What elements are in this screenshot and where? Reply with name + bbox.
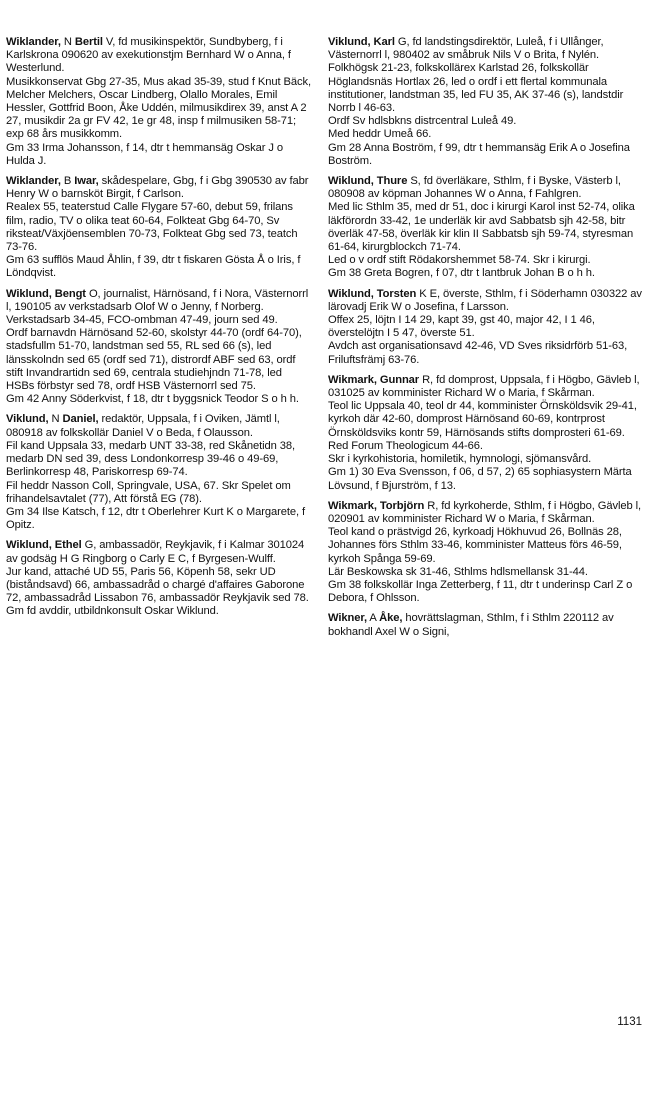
biography-entry (328, 500, 650, 606)
entry-paragraph: Led o v ordf stift Rödakorshemmet 58-74. Skr i kirurgi. (328, 254, 591, 267)
biography-entry (328, 288, 650, 367)
entry-paragraph: Ordf barnavdn Härnösand 52-60, skolstyr 44-70 (ordf 64-70), stadsfullm 51-70, landstman sed 55, RL sed 66 (s), led länsskolndn sed 65 (ordf sed 71), distrordf ABF sed 63, ordf stift Invandrartidn sed 69, centrala studiehjndn 71-78, led HSBs förbstyr sed 78, ordf HSB Västernorrl sed 75. (6, 327, 302, 393)
entry-paragraph: Fil heddr Nasson Coll, Springvale, USA, 67. Skr Spelet om frihandelsavtalet (77), Att förstå EG (78). (6, 479, 291, 505)
entry-heading (6, 288, 312, 314)
entry-given-name: Åke, (379, 612, 403, 625)
entry-given-name: Thure (376, 175, 408, 188)
entry-paragraph: Med heddr Umeå 66. (328, 128, 432, 141)
entry-summary: hovrättslagman, Sthlm, f i Sthlm 220112 av bokhandl Axel W o Signi, (328, 612, 614, 638)
entry-paragraph: Gm 63 sufflös Maud Åhlin, f 39, dtr t fiskaren Gösta Å o Iris, f Löndqvist. (6, 254, 301, 280)
entry-paragraph: Teol lic Uppsala 40, teol dr 44, komminister Örnsköldsvik 29-41, kyrkoh där 42-60, domprost Härnösand 60-69, kontrprost Örnsköldsviks kontr 59, Härnösands stifts domprosteri 61-69. (328, 400, 637, 439)
entry-summary: O, journalist, Härnösand, f i Nora, Västernorrl l, 190105 av verkstadsarb Olof W o Jenny, f Norberg. (6, 287, 309, 313)
entry-heading (6, 36, 312, 76)
entry-heading (6, 175, 312, 201)
entry-heading (328, 36, 650, 62)
entry-surname: Wikmark, (328, 499, 377, 512)
biography-entry (328, 612, 650, 638)
entry-summary: G, fd landstingsdirektör, Luleå, f i Ullånger, Västernorrl l, 980402 av småbruk Nils V o Brita, f Nylén. (328, 36, 604, 62)
entry-initials: B (60, 175, 75, 188)
entry-paragraph: Avdch ast organisationsavd 42-46, VD Sves riksidrförb 51-63, Friluftsfrämj 63-76. (328, 340, 628, 366)
entry-given-name: Iwar, (74, 175, 99, 188)
biography-entry (6, 539, 312, 618)
entry-summary: V, fd musikinspektör, Sundbyberg, f i Karlskrona 090620 av exekutionstjm Bernhard W o Anna, f Westerlund. (6, 36, 291, 75)
entry-given-name: Torbjörn (379, 499, 425, 512)
entry-paragraph: Skr i kyrkohistoria, homiletik, hymnologi, sjömansvård. (328, 453, 592, 466)
biography-entry (6, 175, 312, 281)
entry-paragraph: Lär Beskowska sk 31-46, Sthlms hdlsmellansk 31-44. (328, 565, 588, 578)
entry-surname: Wikner, (328, 612, 367, 625)
entry-surname: Wiklund, (6, 287, 52, 300)
entry-surname: Wiklund, (6, 539, 52, 552)
entry-paragraph: Gm 42 Anny Söderkvist, f 18, dtr t byggsnick Teodor S o h h. (6, 393, 299, 406)
entry-paragraph: Red Forum Theologicum 44-66. (328, 439, 483, 452)
entry-summary: R, fd domprost, Uppsala, f i Högbo, Gävleb l, 031025 av komminister Richard W o Maria, f Skårman. (328, 373, 640, 400)
entry-summary: skådespelare, Gbg, f i Gbg 390530 av fabr Henry W o barnsköt Birgit, f Carlson. (6, 175, 309, 201)
entry-paragraph: Gm 38 Greta Bogren, f 07, dtr t lantbruk Johan B o h h. (328, 267, 595, 280)
entry-paragraph: Gm 34 Ilse Katsch, f 12, dtr t Oberlehrer Kurt K o Margarete, f Opitz. (6, 505, 305, 532)
entry-given-name: Torsten (376, 287, 417, 300)
entry-heading (328, 175, 650, 201)
entry-paragraph: Fil kand Uppsala 33, medarb UNT 33-38, red Skånetidn 38, medarb DN sed 39, dess Londonkorresp 39-46 o 49-69, Berlinkorresp 48, Pariskorresp 69-74. (6, 439, 295, 479)
biography-entry (6, 413, 312, 532)
entry-summary: K E, överste, Sthlm, f i Söderhamn 030322 av lärovadj Erik W o Josefina, f Larsson. (328, 287, 642, 313)
entry-paragraph: Gm 33 Irma Johansson, f 14, dtr t hemmansäg Oskar J o Hulda J. (6, 141, 283, 167)
entry-paragraph: Jur kand, attaché UD 55, Paris 56, Köpenh 58, sekr UD (biståndsavd) 66, ambassadråd o chargé d'affaires Gaborone 72, ambassadråd Lissabon 76, ambassadör Reykjavik sed 78. (6, 565, 309, 605)
entry-heading (328, 288, 650, 314)
entry-heading (328, 500, 650, 526)
entry-paragraph: Offex 25, löjtn I 14 29, kapt 39, gst 40, major 42, I 1 46, överstelöjtn I 5 47, överste 51. (328, 314, 595, 340)
biography-entry (328, 175, 650, 281)
entry-paragraph: Gm 1) 30 Eva Svensson, f 06, d 57, 2) 65 sophiasystern Märta Lövsund, f Bjurström, f 13. (328, 466, 632, 492)
entry-paragraph: Verkstadsarb 34-45, FCO-ombman 47-49, journ sed 49. (6, 314, 278, 327)
biography-entry (6, 288, 312, 407)
entry-surname: Wikmark, (328, 373, 377, 386)
entry-paragraph: Gm fd avddir, utbildnkonsult Oskar Wiklund. (6, 605, 219, 618)
entry-summary: redaktör, Uppsala, f i Oviken, Jämtl l, 080918 av folkskollär Daniel V o Beda, f Olausson. (6, 413, 280, 439)
entry-surname: Viklund, (328, 36, 371, 48)
entry-given-name: Ethel (54, 539, 82, 552)
entry-initials: N (48, 413, 63, 426)
entry-heading (6, 539, 312, 565)
entry-given-name: Karl (373, 36, 395, 48)
entry-surname: Viklund, (6, 413, 49, 426)
page-number: 1131 (617, 1016, 642, 1028)
entry-initials: A (367, 612, 380, 625)
entry-heading (328, 374, 650, 400)
entry-surname: Wiklund, (328, 287, 374, 300)
entry-paragraph: Med lic Sthlm 35, med dr 51, doc i kirurgi Karol inst 52-74, olika läkförordn 33-42, 1e underläk kir avd Sabbatsb sjh 42-58, bitr överläk 47-58, överläk kir klin II Sabbatsb sjh 59-74, styresman 61-64, kirurgblockch 71-74. (328, 201, 635, 254)
entry-given-name: Bertil (74, 36, 103, 48)
entry-given-name: Daniel, (62, 413, 99, 426)
entry-surname: Wiklander, (6, 175, 61, 188)
entry-summary: G, ambassadör, Reykjavik, f i Kalmar 301024 av godsäg H G Ringborg o Carly E C, f Byrgesen-Wulff. (6, 539, 305, 565)
entry-summary: S, fd överläkare, Sthlm, f i Byske, Västerb l, 080908 av köpman Johannes W o Anna, f Fahlgren. (328, 175, 621, 201)
entry-paragraph: Gm 28 Anna Boström, f 99, dtr t hemmansäg Erik A o Josefina Boström. (328, 141, 630, 167)
entry-given-name: Gunnar (379, 373, 420, 386)
entry-given-name: Bengt (54, 287, 86, 300)
biography-entry (328, 36, 650, 168)
entry-initials: N (60, 36, 75, 48)
entry-heading (328, 612, 650, 638)
entry-summary: R, fd kyrkoherde, Sthlm, f i Högbo, Gävleb l, 020901 av komminister Richard W o Maria, f Skårman. (328, 499, 641, 525)
entry-paragraph: Musikkonservat Gbg 27-35, Mus akad 35-39, stud f Knut Bäck, Melcher Melchers, Oscar Lindberg, Olallo Morales, Emil Hessler, Gottfrid Boon, Åke Uddén, milmusikdirex 39, anst A 2 27, musikdir 2a gr FV 42, 1e gr 48, insp f milmusiken 58-71; exp 68 års musikkomm. (6, 75, 312, 141)
left-column (6, 36, 312, 626)
entry-paragraph: Realex 55, teaterstud Calle Flygare 57-60, debut 59, frilans film, radio, TV o olika teat 60-64, Folkteat Gbg 64-70, Sv riksteat/Växjöensemblen 70-73, Folkteat Gbg sed 73, teatch 73-76. (6, 201, 298, 254)
entry-paragraph: Gm 38 folkskollär Inga Zetterberg, f 11, dtr t underinsp Carl Z o Debora, f Ohlsson. (328, 578, 633, 605)
biography-entry (328, 374, 650, 493)
entry-heading (6, 413, 312, 439)
biography-entry (6, 36, 312, 168)
right-column (328, 36, 650, 646)
entry-paragraph: Folkhögsk 21-23, folkskollärex Karlstad 26, folkskollär Höglandsnäs Hortlax 26, led o ordf i ett flertal kommunala institutioner, landstman 35, led FU 35, AK 37-46 (s), landstdir Norrb l 46-63. (328, 62, 624, 115)
entry-paragraph: Ordf Sv hdlsbkns distrcentral Luleå 49. (328, 115, 517, 128)
entry-paragraph: Teol kand o prästvigd 26, kyrkoadj Hökhuvud 26, Bollnäs 28, Johannes förs Sthlm 33-46, komminister Matteus förs 46-59, kyrkoh Spånga 59-69. (328, 526, 622, 565)
entry-surname: Wiklund, (328, 175, 374, 188)
entry-surname: Wiklander, (6, 36, 61, 48)
